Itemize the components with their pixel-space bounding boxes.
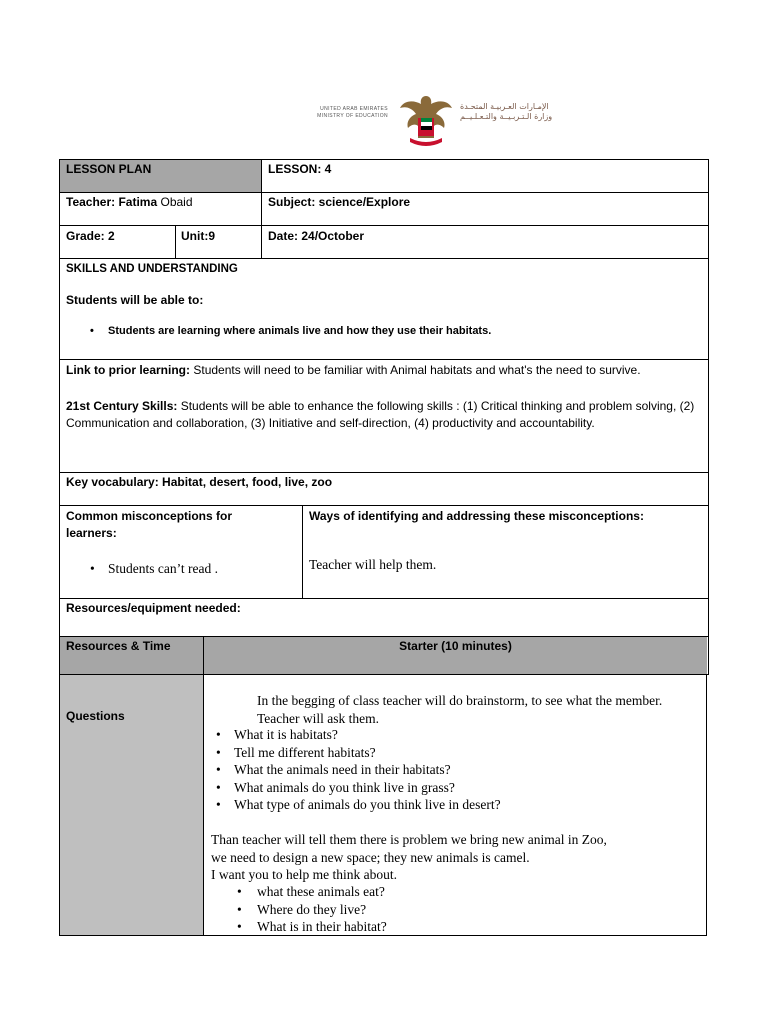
lesson-number: LESSON: 4 [268, 162, 332, 176]
starter-intro: In the begging of class teacher will do brainstorm, to see what the member. Teacher will ask them. [257, 693, 663, 726]
misconceptions-list [86, 560, 218, 578]
list-item: • What type of animals do you think live in desert? [212, 796, 692, 814]
eagle-emblem-icon [396, 92, 456, 150]
starter-header: Starter (10 minutes) [399, 639, 512, 653]
problem-line: I want you to help me think about. [211, 867, 397, 882]
prior-learning-text: Students will need to be familiar with Animal habitats and what's the need to survive. [190, 363, 641, 377]
ways-label: Ways of identifying and addressing these misconceptions: [309, 509, 644, 523]
subject-field: Subject: science/Explore [268, 195, 411, 209]
misconceptions-label: Common misconceptions for learners: [66, 509, 233, 540]
list-item: • Students can’t read . [86, 560, 218, 578]
teacher-name: Obaid [157, 195, 193, 209]
logo-english-text: UNITED ARAB EMIRATES MINISTRY OF EDUCATION [317, 106, 388, 119]
century-skills [66, 398, 704, 432]
resources-needed: Resources/equipment needed: [66, 601, 241, 615]
ministry-logo [296, 92, 554, 150]
ways-text: Teacher will help them. [309, 557, 437, 572]
problem-line: we need to design a new space; they new animals is camel. [211, 849, 530, 865]
list-item: • Tell me different habitats? [212, 744, 692, 762]
list-item: • Where do they live? [211, 901, 691, 919]
century-skills-text: Students will be able to enhance the following skills : (1) Critical thinking and problem solving, (2) Communication and collaboration, (3) Initiative and self-direction, (4) productivity and accountability. [66, 399, 695, 430]
prior-learning [66, 362, 704, 379]
students-able-to: Students will be able to: [66, 293, 204, 307]
grade-field: Grade: 2 [66, 229, 115, 243]
list-item: • What animals do you think live in grass? [212, 779, 692, 797]
list-item: • What it is habitats? [212, 726, 692, 744]
list-item: • what these animals eat? [211, 883, 691, 901]
followup-list [211, 883, 691, 936]
logo-arabic-text: الإمـارات العـربيـة المتحـدة وزارة الـتـربـيــة والتـعـلـيــم [460, 102, 553, 121]
questions-label: Questions [66, 709, 125, 723]
teacher-field [66, 194, 193, 211]
skills-heading: SKILLS AND UNDERSTANDING [66, 263, 238, 275]
key-vocabulary: Key vocabulary: Habitat, desert, food, live, zoo [66, 475, 333, 489]
lesson-plan-title: LESSON PLAN [66, 162, 152, 176]
list-item: • What the animals need in their habitats? [212, 761, 692, 779]
resources-time-header: Resources & Time [66, 639, 171, 653]
questions-list [212, 726, 692, 814]
skills-objective-list [86, 323, 491, 340]
date-field: Date: 24/October [268, 229, 365, 243]
list-item: • What is in their habitat? [211, 918, 691, 936]
century-skills-label: 21st Century Skills: [66, 399, 178, 413]
problem-line: Than teacher will tell them there is problem we bring new animal in Zoo, [211, 832, 607, 847]
prior-learning-label: Link to prior learning: [66, 363, 191, 377]
teacher-label: Teacher: Fatima [66, 195, 158, 209]
problem-text [211, 831, 701, 884]
unit-field: Unit:9 [181, 229, 215, 243]
list-item: • Students are learning where animals live and how they use their habitats. [86, 323, 491, 340]
